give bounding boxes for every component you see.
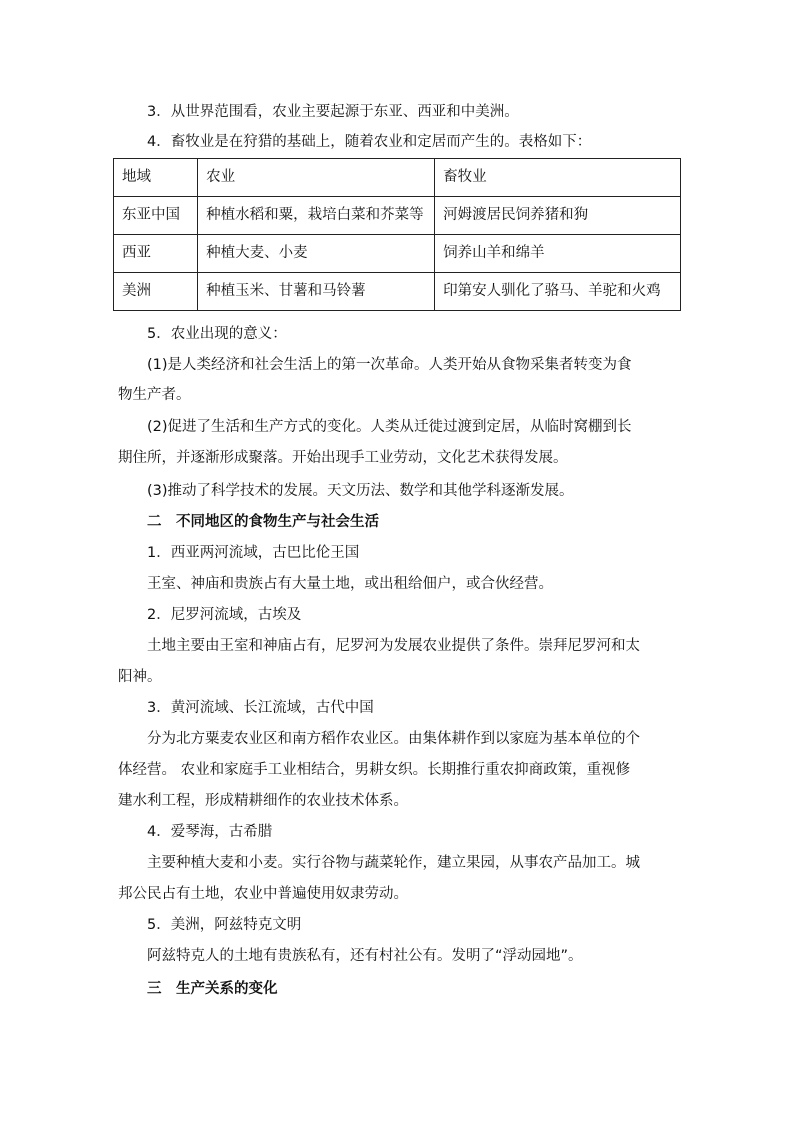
subheading: 2．尼罗河流域，古埃及 bbox=[147, 607, 302, 623]
table-row bbox=[114, 273, 681, 311]
paragraph-significance-heading: 5．农业出现的意义： bbox=[147, 326, 287, 342]
paragraph-origin-regions: 3．从世界范围看，农业主要起源于东亚、西亚和中美洲。 bbox=[147, 104, 519, 120]
table-row bbox=[114, 197, 681, 235]
section-heading-2: 二 不同地区的食物生产与社会生活 bbox=[147, 514, 379, 530]
table-cell: 饲养山羊和绵羊 bbox=[435, 235, 681, 273]
subheading: 3．黄河流域、长江流域，古代中国 bbox=[147, 700, 374, 716]
table-cell: 种植大麦、小麦 bbox=[198, 235, 435, 273]
paragraph-line: 阳神。 bbox=[118, 669, 162, 685]
paragraph-line: 王室、神庙和贵族占有大量土地，或出租给佃户，或合伙经营。 bbox=[147, 576, 553, 592]
paragraph-line: 建水利工程，形成精耕细作的农业技术体系。 bbox=[118, 793, 408, 809]
table-cell: 美洲 bbox=[114, 273, 198, 311]
paragraph-line: 分为北方粟麦农业区和南方稻作农业区。由集体耕作到以家庭为基本单位的个 bbox=[147, 731, 640, 747]
table-cell: 东亚中国 bbox=[114, 197, 198, 235]
paragraph-line: 期住所，并逐渐形成聚落。开始出现手工业劳动，文化艺术获得发展。 bbox=[118, 450, 568, 466]
paragraph-line: 主要种植大麦和小麦。实行谷物与蔬菜轮作，建立果园，从事农产品加工。城 bbox=[147, 855, 640, 871]
table-header-row bbox=[114, 159, 681, 197]
table-cell: 种植玉米、甘薯和马铃薯 bbox=[198, 273, 435, 311]
paragraph-line: 土地主要由王室和神庙占有，尼罗河为发展农业提供了条件。崇拜尼罗河和太 bbox=[147, 638, 640, 654]
paragraph-line: 阿兹特克人的土地有贵族私有，还有村社公有。发明了“浮动园地”。 bbox=[147, 948, 583, 964]
table-header-cell: 农业 bbox=[198, 159, 435, 197]
paragraph-line: (3)推动了科学技术的发展。天文历法、数学和其他学科逐渐发展。 bbox=[147, 483, 574, 499]
section-heading-3: 三 生产关系的变化 bbox=[147, 981, 278, 997]
table-header-cell: 畜牧业 bbox=[435, 159, 681, 197]
paragraph-line: 邦公民占有土地，农业中普遍使用奴隶劳动。 bbox=[118, 886, 408, 902]
table-cell: 西亚 bbox=[114, 235, 198, 273]
table-cell: 印第安人驯化了骆马、羊驼和火鸡 bbox=[435, 273, 681, 311]
table-row bbox=[114, 235, 681, 273]
paragraph-animal-husbandry: 4．畜牧业是在狩猎的基础上，随着农业和定居而产生的。表格如下： bbox=[147, 134, 592, 150]
subheading: 1．西亚两河流域，古巴比伦王国 bbox=[147, 545, 360, 561]
subheading: 5．美洲，阿兹特克文明 bbox=[147, 917, 302, 933]
table-cell: 种植水稻和粟，栽培白菜和芥菜等 bbox=[198, 197, 435, 235]
table-header-cell: 地域 bbox=[114, 159, 198, 197]
paragraph-line: (2)促进了生活和生产方式的变化。人类从迁徙过渡到定居，从临时窝棚到长 bbox=[147, 419, 632, 435]
paragraph-line: 体经营。 农业和家庭手工业相结合，男耕女织。长期推行重农抑商政策，重视修 bbox=[118, 762, 631, 778]
subheading: 4．爱琴海，古希腊 bbox=[147, 824, 273, 840]
paragraph-line: (1)是人类经济和社会生活上的第一次革命。人类开始从食物采集者转变为食 bbox=[147, 357, 632, 373]
table-cell: 河姆渡居民饲养猪和狗 bbox=[435, 197, 681, 235]
paragraph-line: 物生产者。 bbox=[118, 387, 191, 403]
agriculture-table bbox=[113, 158, 681, 311]
